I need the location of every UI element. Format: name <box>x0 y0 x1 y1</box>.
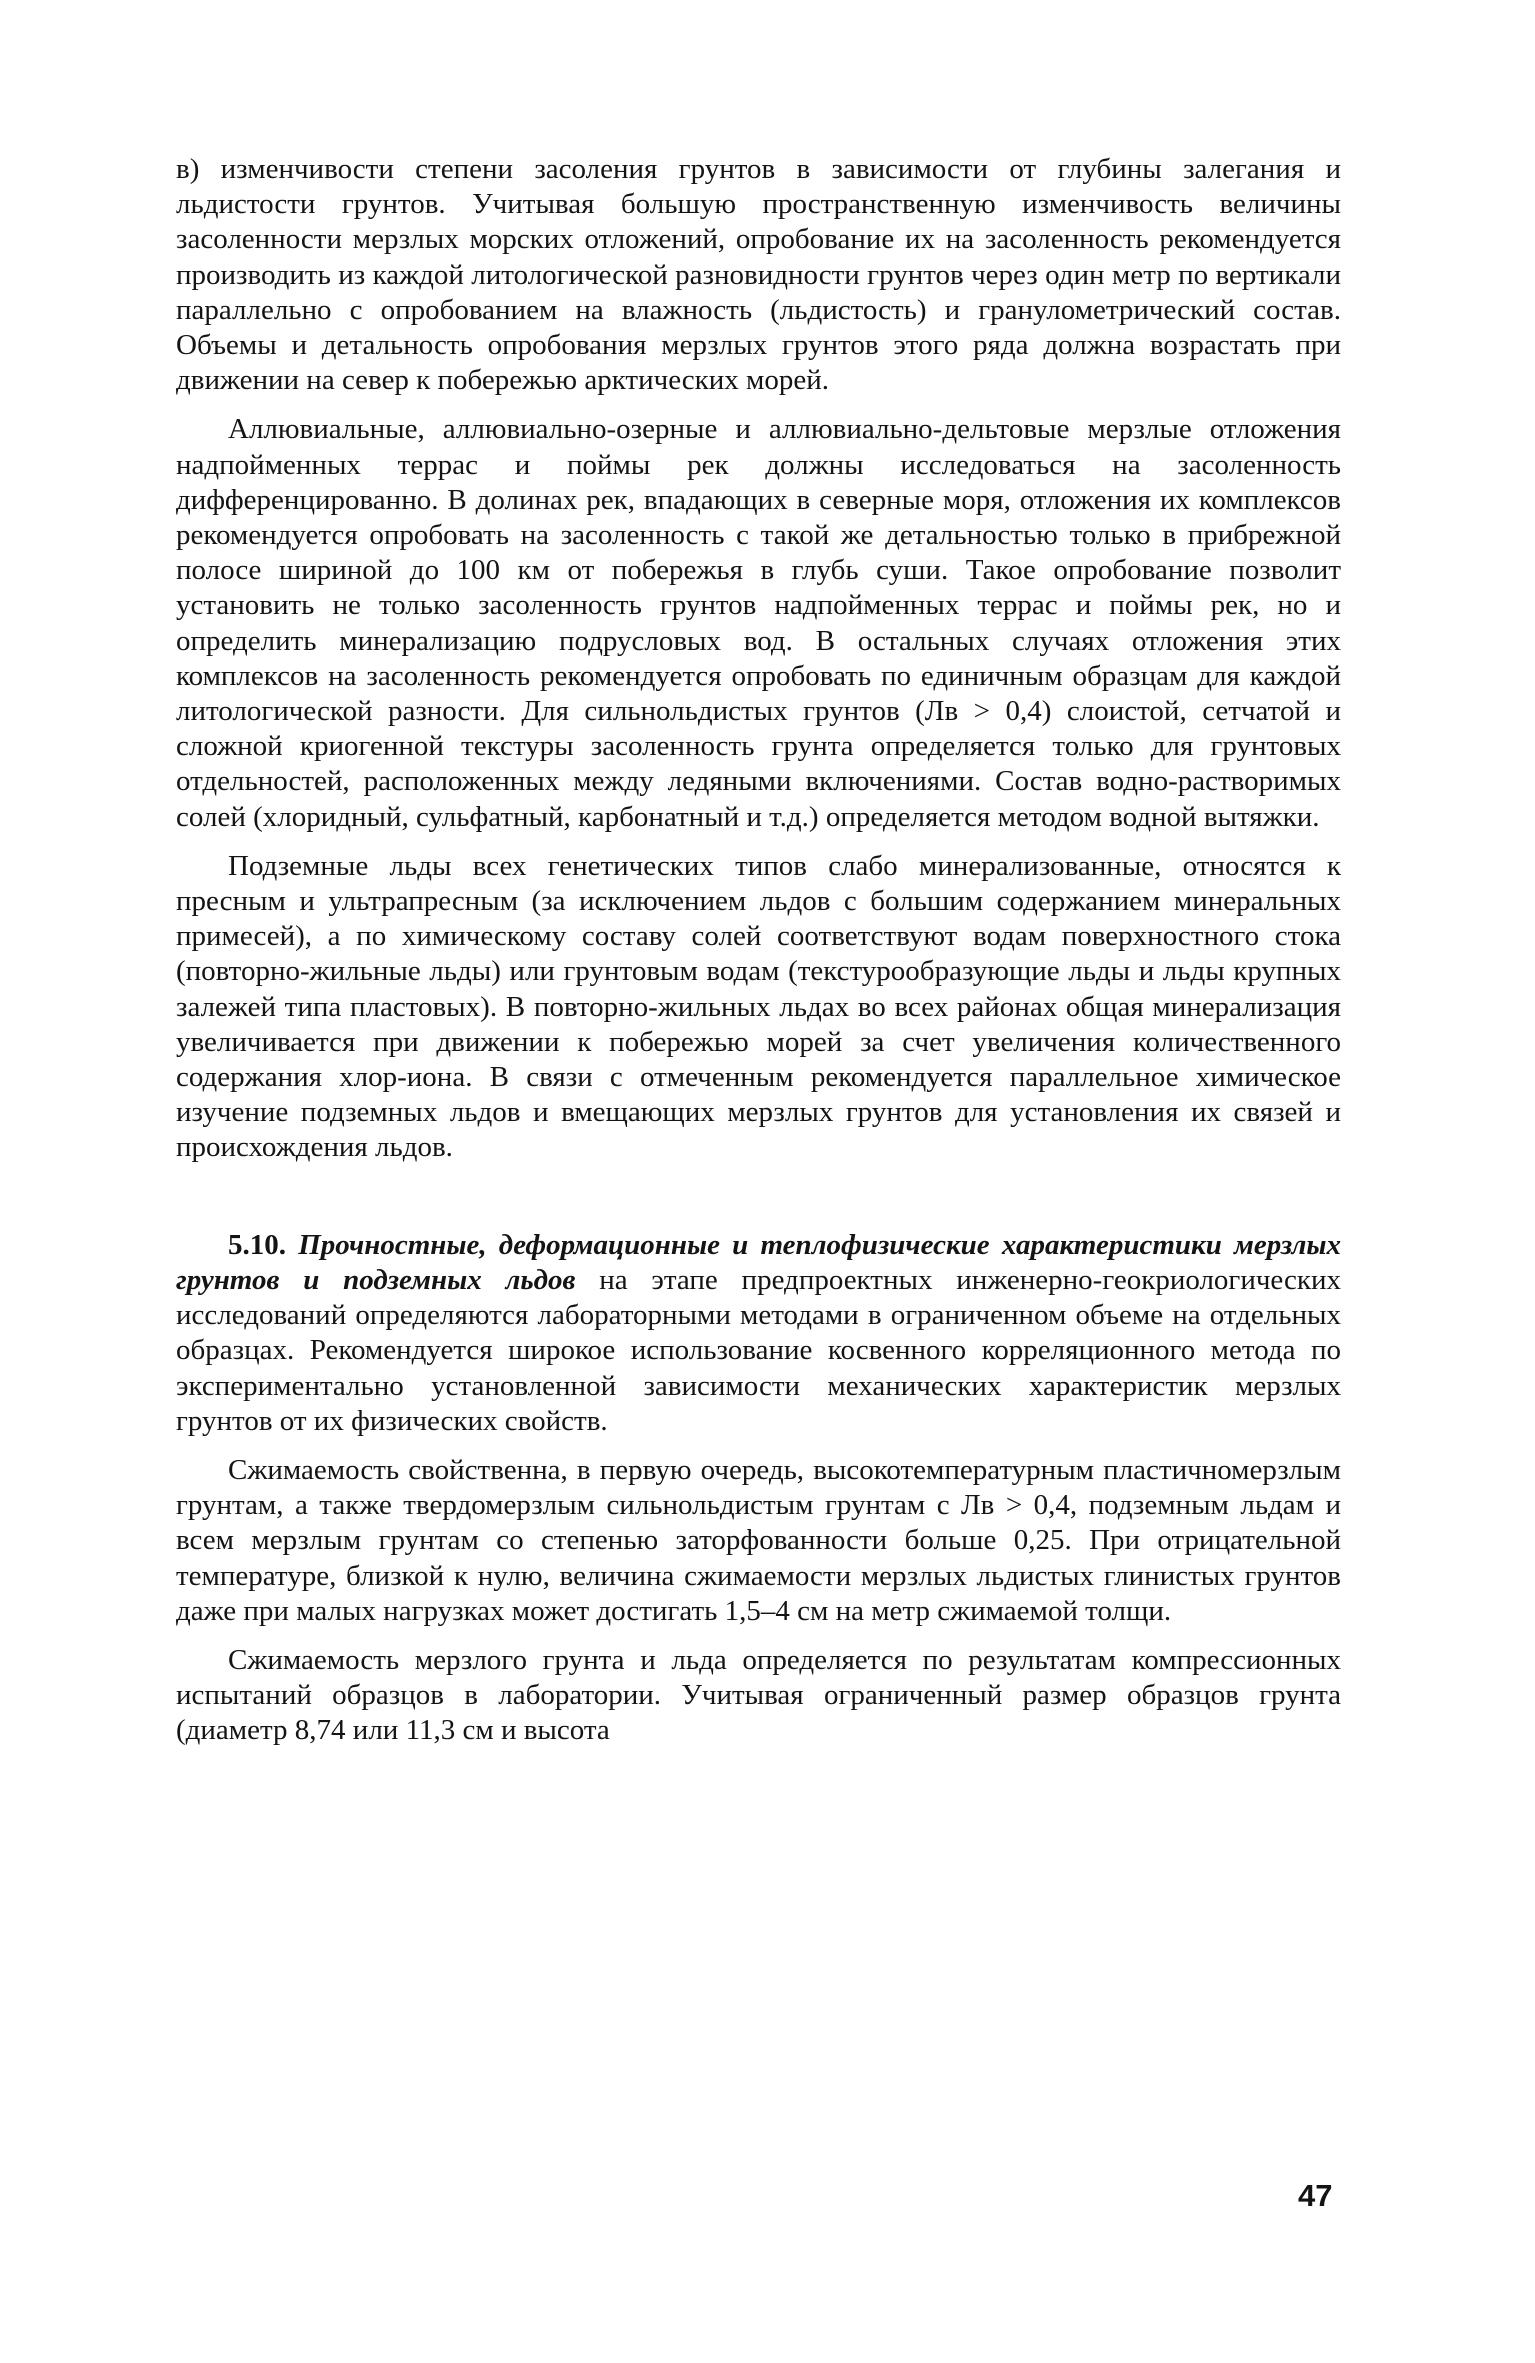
section-5-10 <box>176 1228 1341 1439</box>
section-title: Прочностные, деформационные и теплофизические характеристики мерзлых грунтов и подземных льдов <box>176 1228 1342 1296</box>
paragraph-compressibility: Сжимаемость свойственна, в первую очередь, высокотемпературным пластичномерзлым грунтам, а также твердомерзлым сильнольдистым грунтам с Лв > 0,4, подземным льдам и всем мерзлым грунтам со степенью заторфованности больше 0,25. При отрицательной температуре, близкой к нулю, величина сжимаемости мерзлых льдистых глинистых грунтов даже при малых нагрузках может достигать 1,5–4 см на метр сжимаемой толщи. <box>176 1453 1341 1627</box>
paragraph-compression-tests: Сжимаемость мерзлого грунта и льда определяется по результатам компрессионных испытаний образцов в лаборатории. Учитывая ограниченный размер образцов грунта (диаметр 8,74 или 11,3 см и высота <box>176 1643 1341 1747</box>
paragraph-ground-ice: Подземные льды всех генетических типов слабо минерализованные, относятся к пресным и ультрапресным (за исключением льдов с большим содержанием минеральных примесей), а по химическому составу солей соответствуют водам поверхностного стока (повторно-жильные льды) или грунтовым водам (текстурообразующие льды и льды крупных залежей типа пластовых). В повторно-жильных льдах во всех районах общая минерализация увеличивается при движении к побережью морей за счет увеличения количественного содержания хлор-иона. В связи с отмеченным рекомендуется параллельное химическое изучение подземных льдов и вмещающих мерзлых грунтов для установления их связей и происхождения льдов. <box>176 849 1341 1164</box>
paragraph-alluvial-deposits: Аллювиальные, аллювиально-озерные и аллювиально-дельтовые мерзлые отложения надпойменных террас и поймы рек должны исследоваться на засоленность дифференцированно. В долинах рек, впадающих в северные моря, отложения их комплексов рекомендуется опробовать на засоленность с такой же детальностью только в прибрежной полосе шириной до 100 км от побережья в глубь суши. Такое опробование позволит установить не только засоленность грунтов надпойменных террас и поймы рек, но и определить минерализацию подрусловых вод. В остальных случаях отложения этих комплексов на засоленность рекомендуется опробовать по единичным образцам для каждой литологической разности. Для сильнольдистых грунтов (Лв > 0,4) слоистой, сетчатой и сложной криогенной текстуры засоленность грунта определяется только для грунтовых отдельностей, расположенных между ледяными включениями. Состав водно-растворимых солей (хлоридный, сульфатный, карбонатный и т.д.) определяется методом водной вытяжки. <box>176 413 1341 833</box>
page-text <box>176 152 1341 1749</box>
paragraph-salinity-variability: в) изменчивости степени засоления грунтов в зависимости от глубины залегания и льдистости грунтов. Учитывая большую пространственную изменчивость величины засоленности мерзлых морских отложений, опробование их на засоленность рекомендуется производить из каждой литологической разновидности грунтов через один метр по вертикали параллельно с опробованием на влажность (льдистость) и гранулометрический состав. Объемы и детальность опробования мерзлых грунтов этого ряда должна возрастать при движении на север к побережью арктических морей. <box>176 153 1341 397</box>
page-number: 47 <box>1298 2178 1333 2213</box>
section-body: на этапе предпроектных инженерно-геокриологических исследований определяются лабораторными методами в ограниченном объеме на отдельных образцах. Рекомендуется широкое использование косвенного корреляционного метода по экспериментально установленной зависимости механических характеристик мерзлых грунтов от их физических свойств. <box>176 1263 1341 1437</box>
section-number: 5.10. <box>228 1228 286 1261</box>
